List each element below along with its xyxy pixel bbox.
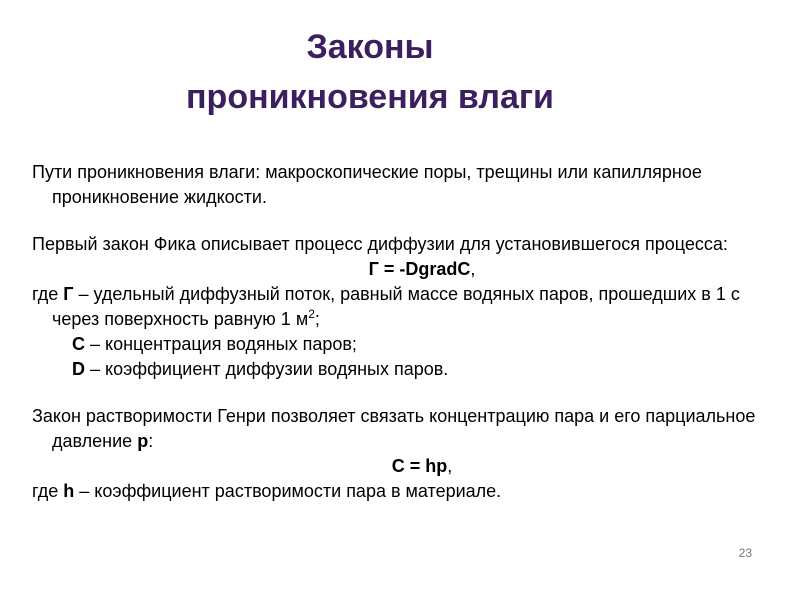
definition-solubility <box>32 479 772 504</box>
paragraph-henry-law <box>32 404 772 454</box>
definition-flux-text: – удельный диффузный поток, равный массе водяных паров, прошедших в 1 с через поверхность равную 1 м <box>52 284 740 329</box>
definition-diffusion-coefficient <box>32 357 772 382</box>
fick-formula-comma: , <box>470 259 476 279</box>
henry-law-end: : <box>148 431 154 451</box>
definition-solubility-text: – коэффициент растворимости пара в материале. <box>74 481 502 501</box>
definition-concentration <box>32 332 772 357</box>
paragraph-fick-law: Первый закон Фика описывает процесс диффузии для установившегося процесса: <box>32 234 728 254</box>
slide-body <box>32 160 772 504</box>
symbol-d: D <box>72 359 85 379</box>
symbol-h: h <box>63 481 75 501</box>
symbol-gamma: Г <box>63 284 74 304</box>
henry-formula <box>32 454 772 479</box>
paragraph-moisture-paths: Пути проникновения влаги: макроскопические поры, трещины или капиллярное проникновение жидкости. <box>32 162 702 207</box>
superscript-2: 2 <box>308 307 315 321</box>
definition-solubility-prefix: где <box>32 481 64 501</box>
henry-formula-text: С = hp <box>391 456 448 476</box>
henry-formula-comma: , <box>447 456 453 476</box>
title-line-2: проникновения влаги <box>186 78 554 116</box>
slide-title <box>0 22 740 122</box>
spacer <box>32 210 772 232</box>
spacer <box>32 382 772 404</box>
fick-formula-text: Г = -DgradC <box>368 259 471 279</box>
fick-formula <box>32 257 772 282</box>
page-number: 23 <box>738 546 752 560</box>
henry-law-text: Закон растворимости Генри позволяет связать концентрацию пара и его парциальное давление <box>32 406 756 451</box>
definition-diffusion-text: – коэффициент диффузии водяных паров. <box>85 359 449 379</box>
definition-flux-end: ; <box>314 309 320 329</box>
title-line-1: Законы <box>306 28 434 66</box>
definition-flux <box>32 282 772 332</box>
definition-flux-prefix: где <box>32 284 64 304</box>
symbol-c: С <box>72 334 85 354</box>
definition-concentration-text: – концентрация водяных паров; <box>85 334 357 354</box>
symbol-p: р <box>137 431 149 451</box>
